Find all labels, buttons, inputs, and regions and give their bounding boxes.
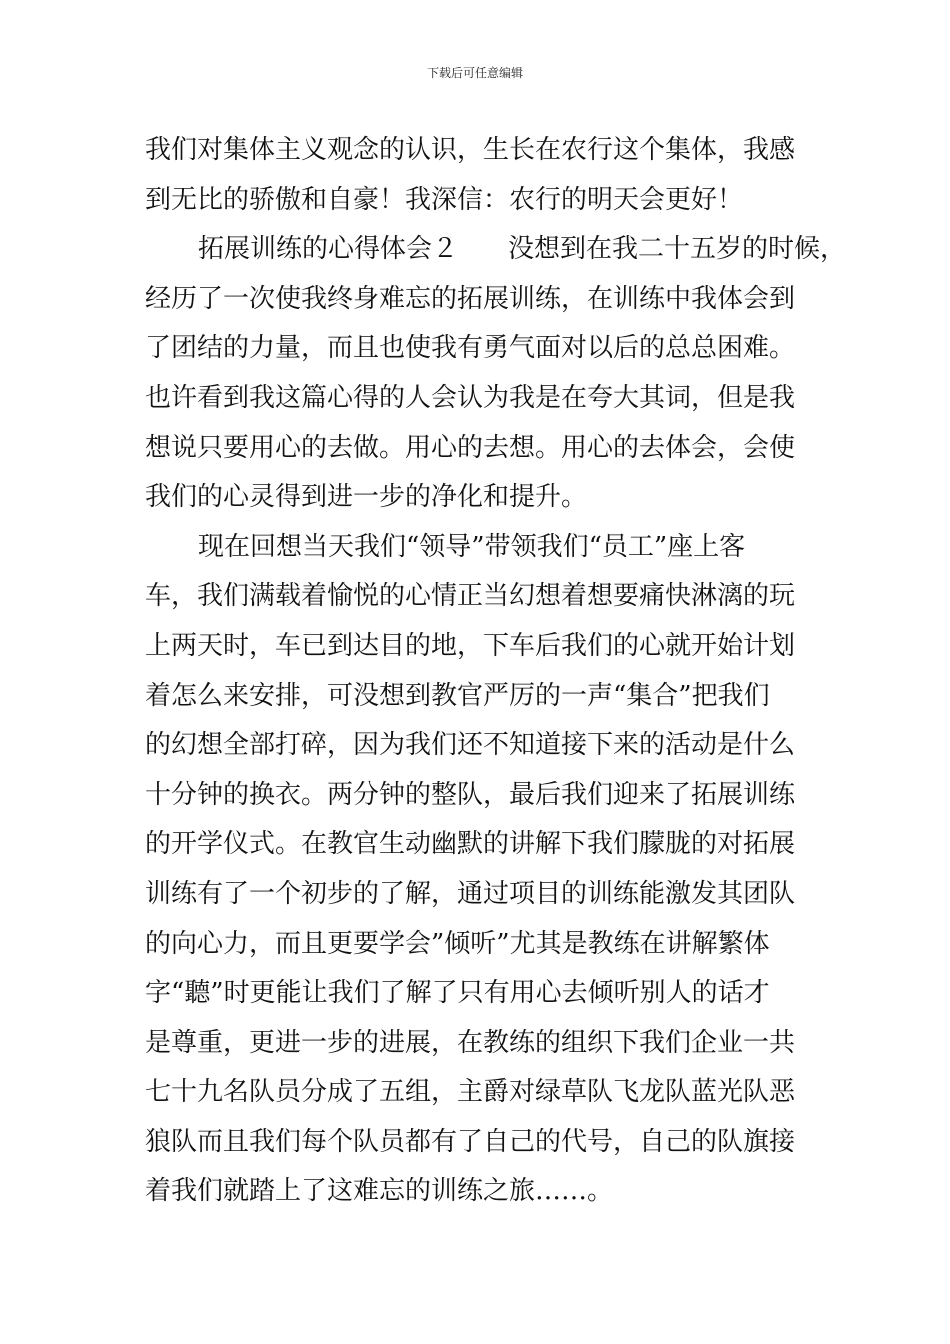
section-heading-line — [145, 225, 845, 275]
text-line: 上两天时，车已到达目的地，下车后我们的心就开始计划 — [145, 630, 796, 661]
text-line: 我们的心灵得到进一步的净化和提升。 — [145, 482, 588, 513]
text-line: 也许看到我这篇心得的人会认为我是在夸大其词，但是我 — [145, 382, 796, 413]
page-header: 下载后可任意编辑 — [426, 66, 523, 80]
text-line: 狼队而且我们每个队员都有了自己的代号，自己的队旗接 — [145, 1126, 796, 1157]
section-heading: 拓展训练的心得体会２ — [198, 234, 459, 265]
text-line: 是尊重，更进一步的进展，在教练的组织下我们企业一共 — [145, 1027, 796, 1058]
text-line: 想说只要用心的去做。用心的去想。用心的去体会，会使 — [145, 432, 796, 463]
text-line: 了团结的力量，而且也使我有勇气面对以后的总总困难。 — [145, 333, 796, 364]
text-line: 我们对集体主义观念的认识，生长在农行这个集体，我感 — [145, 135, 796, 165]
text-line: 着怎么来安排，可没想到教官严厉的一声“集合”把我们 — [145, 680, 770, 711]
text-line-continuation: 没想到在我二十五岁的时候， — [508, 234, 847, 265]
text-line: 经历了一次使我终身难忘的拓展训练，在训练中我体会到 — [145, 283, 796, 314]
text-line: 字“聽”时更能让我们了解了只有用心去倾听别人的话才 — [145, 978, 770, 1009]
text-line: 的向心力，而且更要学会”倾听”尤其是教练在讲解繁体 — [145, 928, 770, 959]
paragraph-start-line: 现在回想当天我们“领导”带领我们“员工”座上客 — [198, 531, 746, 562]
text-line: 到无比的骄傲和自豪！我深信：农行的明天会更好！ — [145, 184, 744, 215]
text-line: 的幻想全部打碎，因为我们还不知道接下来的活动是什么 — [145, 730, 796, 761]
text-line: 十分钟的换衣。两分钟的整队，最后我们迎来了拓展训练 — [145, 779, 796, 810]
text-line: 着我们就踏上了这难忘的训练之旅……。 — [145, 1176, 614, 1207]
document-body — [145, 126, 845, 1217]
text-line: 七十九名队员分成了五组，主爵对绿草队飞龙队蓝光队恶 — [145, 1077, 796, 1108]
text-line: 的开学仪式。在教官生动幽默的讲解下我们朦胧的对拓展 — [145, 829, 796, 860]
text-line: 车，我们满载着愉悦的心情正当幻想着想要痛快淋漓的玩 — [145, 581, 796, 612]
text-line: 训练有了一个初步的了解，通过项目的训练能激发其团队 — [145, 878, 796, 909]
